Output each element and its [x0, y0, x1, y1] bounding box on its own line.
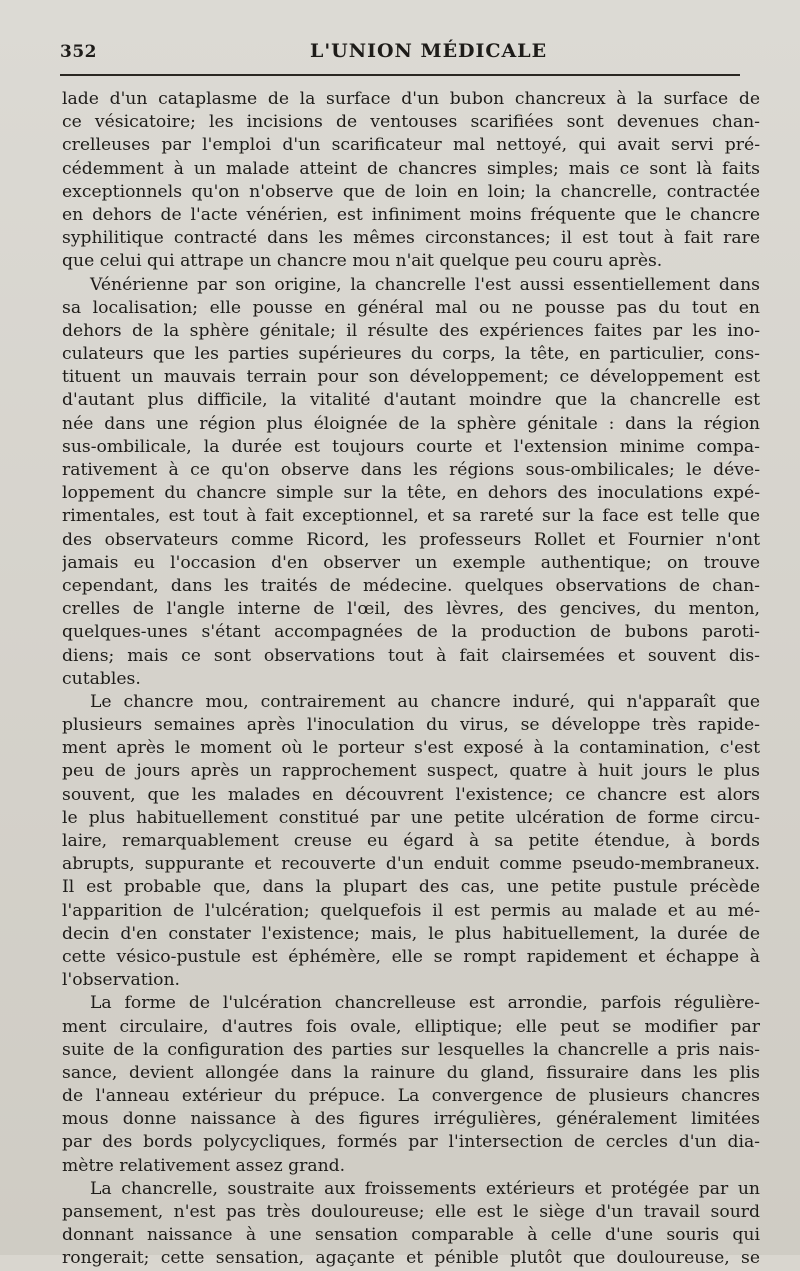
text-line: loppement du chancre simple sur la tête, en dehors des inoculations expé- [62, 483, 760, 504]
text-line: d'autant plus difficile, la vitalité d'autant moindre que la chancrelle est [62, 390, 760, 411]
text-line: suite de la configuration des parties sur lesquelles la chancrelle a pris nais- [62, 1039, 760, 1060]
text-line: sa localisation; elle pousse en général mal ou ne pousse pas du tout en [62, 297, 760, 318]
text-line: souvent, que les malades en découvrent l'existence; ce chancre est alors [62, 784, 760, 805]
body-text [62, 88, 760, 1271]
text-line: rimentales, est tout à fait exceptionnel, et sa rareté sur la face est telle que [62, 506, 760, 527]
text-line: Il est probable que, dans la plupart des cas, une petite pustule précède [62, 877, 760, 898]
text-line: crelles de l'angle interne de l'œil, des lèvres, des gencives, du menton, [62, 599, 760, 620]
text-line: ment circulaire, d'autres fois ovale, elliptique; elle peut se modifier par [62, 1016, 760, 1037]
text-line: decin d'en constater l'existence; mais, le plus habituellement, la durée de [62, 923, 760, 944]
text-line: crelleuses par l'emploi d'un scarificateur mal nettoyé, qui avait servi pré- [62, 135, 760, 156]
text-line: née dans une région plus éloignée de la sphère génitale : dans la région [62, 413, 760, 434]
header-rule [60, 74, 740, 76]
text-line: laire, remarquablement creuse eu égard à sa petite étendue, à bords [62, 831, 760, 851]
text-line: quelques-unes s'étant accompagnées de la production de bubons paroti- [62, 622, 760, 643]
text-line: l'observation. [62, 970, 181, 991]
text-line: ce vésicatoire; les incisions de ventouses scarifiées sont devenues chan- [62, 112, 760, 133]
text-line: cédemment à un malade atteint de chancres simples; mais ce sont là faits [62, 158, 760, 179]
text-line: jamais eu l'occasion d'en observer un exemple authentique; on trouve [62, 552, 760, 573]
text-line: sus-ombilicale, la durée est toujours courte et l'extension minime compa- [62, 436, 760, 457]
text-line: tituent un mauvais terrain pour son développement; ce développement est [62, 367, 760, 388]
text-line: plusieurs semaines après l'inoculation du virus, se développe très rapide- [62, 715, 760, 736]
text-line: mous donne naissance à des figures irrégulières, généralement limitées [62, 1109, 760, 1130]
text-line: de l'anneau extérieur du prépuce. La convergence de plusieurs chancres [62, 1086, 760, 1107]
text-line: La chancrelle, soustraite aux froissements extérieurs et protégée par un [90, 1178, 760, 1199]
text-line: rativement à ce qu'on observe dans les régions sous-ombilicales; le déve- [62, 460, 760, 480]
text-line: ment après le moment où le porteur s'est exposé à la contamination, c'est [62, 738, 760, 759]
text-line: cutables. [62, 668, 141, 689]
text-line: exceptionnels qu'on n'observe que de loin en loin; la chancrelle, contractée [62, 181, 760, 202]
text-line: La forme de l'ulcération chancrelleuse est arrondie, parfois régulière- [90, 993, 760, 1014]
text-line: syphilitique contracté dans les mêmes circonstances; il est tout à fait rare [62, 228, 760, 249]
text-line: cette vésico-pustule est éphémère, elle se rompt rapidement et échappe à [62, 946, 760, 967]
text-line: rongerait; cette sensation, agaçante et pénible plutôt que douloureuse, se [62, 1248, 760, 1269]
text-line: pansement, n'est pas très douloureuse; elle est le siège d'un travail sourd [62, 1202, 760, 1222]
text-line: cependant, dans les traités de médecine. quelques observations de chan- [62, 575, 760, 596]
text-line: culateurs que les parties supérieures du corps, la tête, en particulier, cons- [62, 344, 760, 365]
text-line: l'apparition de l'ulcération; quelquefois il est permis au malade et au mé- [62, 900, 760, 921]
text-line: lade d'un cataplasme de la surface d'un bubon chancreux à la surface de [62, 89, 760, 109]
text-line: sance, devient allongée dans la rainure du gland, fissuraire dans les plis [62, 1062, 760, 1083]
text-line: Le chancre mou, contrairement au chancre induré, qui n'apparaît que [90, 691, 760, 712]
running-title: L'UNION MÉDICALE [310, 40, 548, 62]
text-line: diens; mais ce sont observations tout à fait clairsemées et souvent dis- [62, 645, 760, 666]
text-line: le plus habituellement constitué par une petite ulcération de forme circu- [62, 807, 760, 828]
text-line: peu de jours après un rapprochement suspect, quatre à huit jours le plus [62, 761, 760, 782]
text-line: en dehors de l'acte vénérien, est infiniment moins fréquente que le chancre [62, 204, 760, 225]
text-line: abrupts, suppurante et recouverte d'un enduit comme pseudo-membraneux. [62, 854, 760, 875]
text-line: dehors de la sphère génitale; il résulte des expériences faites par les ino- [62, 320, 760, 341]
text-line: Vénérienne par son origine, la chancrelle l'est aussi essentiellement dans [90, 274, 760, 295]
text-line: des observateurs comme Ricord, les professeurs Rollet et Fournier n'ont [62, 529, 760, 550]
page-header [60, 36, 760, 76]
text-line: par des bords polycycliques, formés par l'intersection de cercles d'un dia- [62, 1132, 760, 1153]
page-number: 352 [60, 42, 97, 62]
text-line: donnant naissance à une sensation comparable à celle d'une souris qui [62, 1225, 760, 1246]
text-line: que celui qui attrape un chancre mou n'ait quelque peu couru après. [62, 251, 663, 272]
text-line: mètre relativement assez grand. [62, 1155, 346, 1176]
